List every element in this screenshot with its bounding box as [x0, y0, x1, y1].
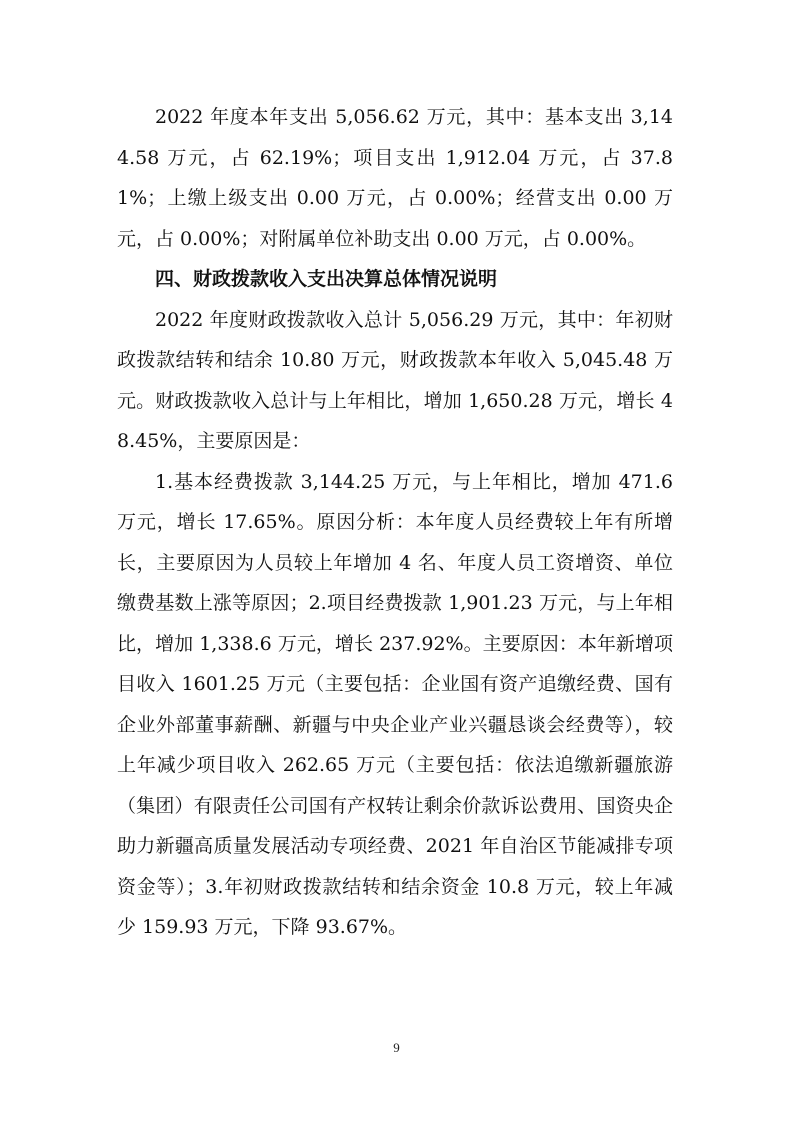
paragraph-fiscal-income: 2022 年度财政拨款收入总计 5,056.29 万元，其中：年初财政拨款结转和结余 10.80 万元，财政拨款本年收入 5,045.48 万元。财政拨款收入总计与上年相比，增加 1,650.28 万元，增长 48.45%，主要原因是：	[117, 308, 673, 452]
paragraph-funding-details: 1.基本经费拨款 3,144.25 万元，与上年相比，增加 471.6 万元，增长 17.65%。原因分析：本年度人员经费较上年有所增长，主要原因为人员较上年增加 4 名、年度人员工资增资、单位缴费基数上涨等原因；2.项目经费拨款 1,901.23 万元，与上年相比，增加 1,338.6 万元，增长 237.92%。主要原因：本年新增项目收入 1601.25 万元（主要包括：企业国有资产追缴经费、国有企业外部董事薪酬、新疆与中央企业产业兴疆恳谈会经费等），较上年减少项目收入 262.65 万元（主要包括：依法追缴新疆旅游（集团）有限责任公司国有产权转让剩余价款诉讼费用、国资央企助力新疆高质量发展活动专项经费、2021 年自治区节能减排专项资金等）；3.年初财政拨款结转和结余资金 10.8 万元，较上年减少 159.93 万元，下降 93.67%。	[117, 470, 673, 938]
page-number: 9	[393, 1040, 400, 1055]
section-heading: 四、财政拨款收入支出决算总体情况说明	[155, 268, 498, 290]
paragraph-expenditure: 2022 年度本年支出 5,056.62 万元，其中：基本支出 3,144.58 万元，占 62.19%；项目支出 1,912.04 万元，占 37.81%；上缴上级支出 0.00 万元，占 0.00%；经营支出 0.00 万元，占 0.00%；对附属单位补助支出 0.00 万元，占 0.00%。	[117, 106, 673, 250]
document-body	[117, 97, 673, 948]
